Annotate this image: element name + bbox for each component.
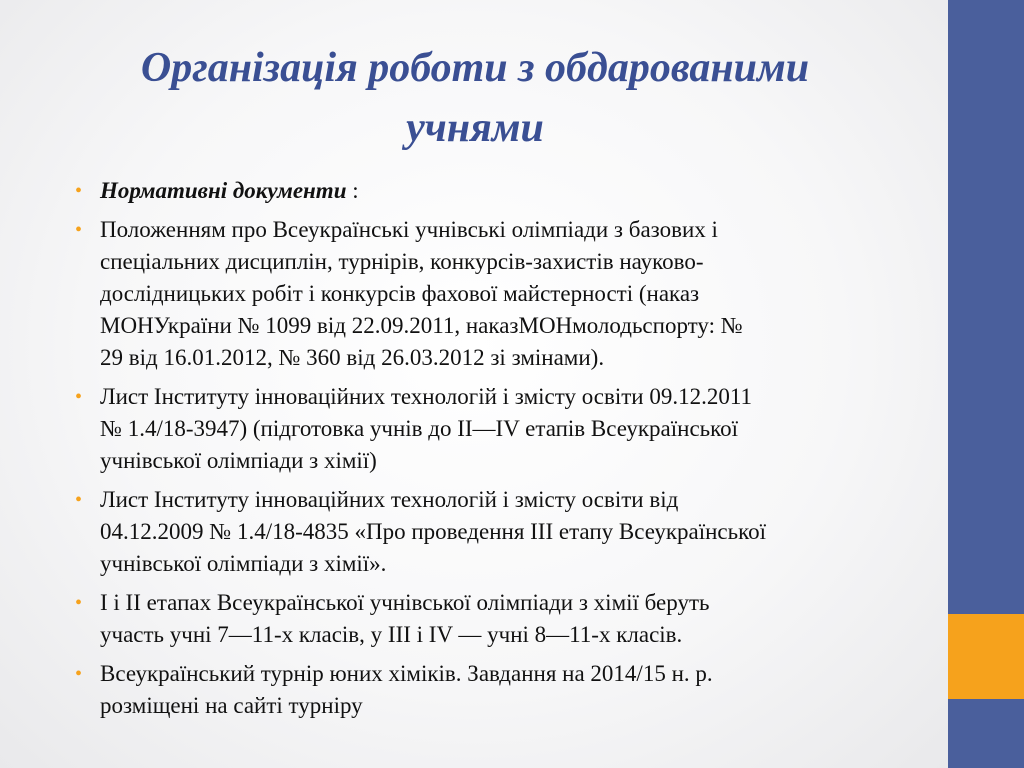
bullet-line: участь учні 7—11-х класів, у III і IV — учні 8—11-х класів. — [100, 622, 683, 647]
bullet-line: Лист Інституту інноваційних технологій і змісту освіти від — [100, 487, 679, 512]
bullet-line: МОНУкраїни № 1099 від 22.09.2011, наказМОНмолодьспорту: № — [100, 313, 743, 338]
bullet-line: спеціальних дисциплін, турнірів, конкурсів-захистів науково- — [100, 249, 704, 274]
bullet-line: розміщені на сайті турніру — [100, 693, 363, 718]
bullet-line: № 1.4/18-3947) (підготовка учнів до II—IV етапів Всеукраїнської — [100, 416, 739, 441]
bullet-item-normative-docs — [74, 175, 934, 207]
slide-title — [60, 38, 890, 158]
bullet-line: дослідницьких робіт і конкурсів фахової майстерності (наказ — [100, 281, 700, 306]
slide-title-line-2: учнями — [406, 105, 544, 151]
bullet-suffix: : — [346, 178, 359, 203]
bullet-item-letter-2011 — [74, 381, 934, 477]
slide-title-line-1: Організація роботи з обдарованими — [140, 45, 810, 91]
bullet-list — [74, 175, 934, 729]
bullet-line: учнівської олімпіади з хімії». — [100, 551, 387, 576]
bullet-line: Лист Інституту інноваційних технологій і змісту освіти 09.12.2011 — [100, 384, 753, 409]
bullet-dot-icon: • — [75, 386, 83, 408]
bullet-dot-icon: • — [75, 219, 83, 241]
bullet-line: Всеукраїнський турнір юних хіміків. Завдання на 2014/15 н. р. — [100, 661, 713, 686]
bullet-line: I і II етапах Всеукраїнської учнівської олімпіади з хімії беруть — [100, 590, 710, 615]
bullet-item-letter-2009 — [74, 484, 934, 580]
bullet-dot-icon: • — [75, 663, 83, 685]
bullet-item-tournament — [74, 658, 934, 722]
bullet-dot-icon: • — [75, 592, 83, 614]
bullet-dot-icon: • — [75, 180, 83, 202]
bullet-item-regulation — [74, 214, 934, 374]
bullet-line: Положенням про Всеукраїнські учнівські олімпіади з базових і — [100, 217, 718, 242]
bullet-line: учнівської олімпіади з хімії) — [100, 448, 377, 473]
bullet-line: 04.12.2009 № 1.4/18-4835 «Про проведення III етапу Всеукраїнської — [100, 519, 767, 544]
bullet-line: 29 від 16.01.2012, № 360 від 26.03.2012 зі змінами). — [100, 345, 605, 370]
bullet-emphasis: Нормативні документи — [100, 178, 347, 203]
side-accent-block — [948, 614, 1024, 699]
bullet-dot-icon: • — [75, 489, 83, 511]
bullet-item-olympiad-stages — [74, 587, 934, 651]
